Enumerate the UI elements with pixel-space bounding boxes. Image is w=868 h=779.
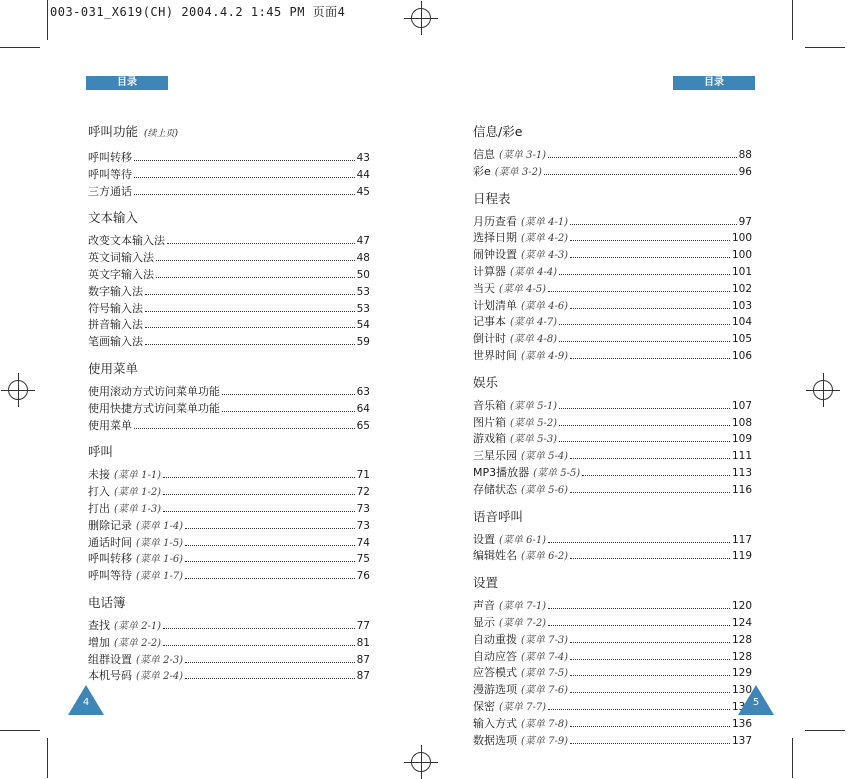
entry-menu-ref: (菜单 1-1) [114,470,162,482]
entry-page-number: 128 [731,650,752,663]
crop-mark [805,47,845,48]
entry-page-number: 73 [356,502,370,515]
toc-entry [473,649,752,666]
entry-label: 呼叫转移 [88,151,132,164]
dot-leader [222,411,355,412]
entry-menu-ref: (菜单 5-2) [510,417,558,429]
entry-page-number: 43 [356,152,370,164]
dot-leader [570,558,730,559]
toc-entry [88,233,370,250]
entry-menu-ref: (菜单 6-2) [521,551,569,563]
entry-menu-ref: (菜单 1-4) [136,520,184,532]
toc-entry [88,167,370,184]
entry-page-number: 137 [731,734,752,747]
entry-page-number: 75 [356,553,370,566]
toc-column-right [473,124,752,759]
crop-mark [805,730,845,731]
entry-menu-ref: (菜单 7-7) [499,701,547,713]
toc-entry [88,518,370,535]
toc-entry [473,147,752,164]
dot-leader [134,177,355,178]
dot-leader [570,240,730,241]
section-heading [88,210,370,225]
entry-label: 改变文本输入法 [88,234,165,248]
entry-page-number: 76 [356,570,370,583]
toc-entry [88,334,370,351]
entry-label: 存储状态 [473,482,517,496]
entry-label: 输入方式 [473,716,517,730]
entry-page-number: 64 [356,402,370,415]
entry-page-number: 100 [731,249,752,262]
toc-entry [88,467,370,484]
entry-label: 计算器 [473,264,506,278]
crop-mark [47,0,48,40]
dot-leader [559,425,730,426]
section-title: 使用菜单 [88,360,139,376]
dot-leader [570,358,730,359]
toc-entry [473,314,752,331]
entry-page-number: 48 [356,252,370,265]
dot-leader [570,692,730,693]
toc-entry [473,733,752,750]
section-title: 呼叫 [88,444,114,460]
dot-leader [570,458,730,459]
registration-mark-icon [411,8,431,28]
entry-page-number: 108 [731,416,752,429]
toc-entry [473,465,752,482]
entry-menu-ref: (菜单 2-2) [114,637,162,649]
entry-label: 音乐箱 [473,398,506,412]
registration-mark-icon [411,752,431,772]
section-title: 语音呼叫 [473,508,524,524]
toc-entry [88,401,370,418]
entry-page-number: 88 [738,149,752,161]
toc-section [473,124,752,181]
toc-entry [473,548,752,565]
section-heading [473,509,752,524]
page-number-right: 5 [752,697,760,708]
entry-label: 数字输入法 [88,284,143,298]
entry-page-number: 74 [356,536,370,549]
entry-label: 显示 [473,615,495,629]
toc-entry [473,331,752,348]
entry-label: 未接 [88,468,110,482]
entry-menu-ref: (菜单 4-3) [521,250,569,262]
dot-leader [163,477,355,478]
entry-menu-ref: (菜单 4-6) [521,300,569,312]
dot-leader [145,311,355,312]
dot-leader [548,542,730,543]
entry-page-number: 77 [356,619,370,632]
entry-label: 通话时间 [88,535,132,549]
section-heading [473,191,752,206]
entry-menu-ref: (菜单 7-4) [521,651,569,663]
entry-menu-ref: (菜单 7-6) [521,685,569,697]
toc-entry [88,652,370,669]
entry-page-number: 54 [356,319,370,332]
dot-leader [570,257,730,258]
registration-mark-icon [8,380,28,400]
toc-entry [88,551,370,568]
dot-leader [185,528,355,529]
toc-entry [473,699,752,716]
registration-mark-icon [813,380,833,400]
entry-page-number: 109 [731,433,752,446]
dot-leader [145,294,355,295]
entry-page-number: 117 [731,533,752,546]
entry-menu-ref: (菜单 5-4) [521,451,569,463]
continued-note: (续上页) [144,129,179,139]
toc-entry [473,415,752,432]
entry-page-number: 103 [731,299,752,312]
entry-page-number: 59 [356,336,370,349]
dot-leader [134,194,355,195]
entry-menu-ref: (菜单 3-1) [499,150,547,161]
dot-leader [222,394,355,395]
toc-section [88,124,370,200]
toc-entry [473,247,752,264]
toc-entry [473,448,752,465]
entry-menu-ref: (菜单 7-2) [499,617,547,629]
toc-entry [473,665,752,682]
toc-entry [88,501,370,518]
entry-page-number: 124 [731,616,752,629]
entry-label: MP3播放器 [473,465,530,479]
toc-entry [88,317,370,334]
dot-leader [167,243,355,244]
section-heading [473,124,752,139]
entry-menu-ref: (菜单 7-5) [521,668,569,680]
section-heading [88,444,370,459]
entry-menu-ref: (菜单 1-2) [114,487,162,499]
entry-page-number: 106 [731,349,752,362]
print-slug: 003-031_X619(CH) 2004.4.2 1:45 PM 页面4 [50,5,346,19]
entry-menu-ref: (菜单 5-5) [533,467,581,479]
entry-label: 编辑姓名 [473,549,517,563]
dot-leader [156,277,355,278]
entry-label: 应答模式 [473,666,517,680]
entry-label: 三星乐园 [473,449,517,463]
entry-label: 记事本 [473,315,506,329]
entry-page-number: 128 [731,633,752,646]
toc-entry [473,682,752,699]
section-title: 呼叫功能 [88,124,139,139]
toc-entry [473,615,752,632]
entry-page-number: 111 [731,450,752,463]
entry-page-number: 72 [356,486,370,499]
entry-page-number: 63 [356,385,370,398]
entry-label: 呼叫等待 [88,167,132,181]
section-heading [473,575,752,590]
entry-menu-ref: (菜单 2-1) [114,620,162,632]
entry-label: 数据选项 [473,733,517,747]
toc-entry [88,184,370,201]
dot-leader [570,492,730,493]
entry-menu-ref: (菜单 7-9) [521,735,569,747]
entry-label: 世界时间 [473,348,517,362]
entry-label: 自动重拨 [473,632,517,646]
toc-tab-left: 目录 [86,76,168,90]
crop-mark [792,0,793,40]
entry-label: 打出 [88,501,110,515]
toc-section [88,210,370,351]
toc-entry [88,418,370,435]
entry-page-number: 96 [738,165,752,178]
toc-section [88,444,370,585]
entry-label: 游戏箱 [473,432,506,446]
entry-menu-ref: (菜单 4-5) [499,283,547,295]
entry-label: 图片箱 [473,415,506,429]
dot-leader [163,628,355,629]
dot-leader [544,174,737,175]
section-heading [88,361,370,376]
entry-page-number: 65 [356,419,370,432]
dot-leader [185,561,355,562]
entry-page-number: 97 [738,215,752,228]
entry-label: 删除记录 [88,518,132,532]
entry-label: 自动应答 [473,649,517,663]
entry-page-number: 120 [731,600,752,613]
dot-leader [559,274,730,275]
toc-entry [473,164,752,181]
dot-leader [163,494,355,495]
entry-label: 呼叫转移 [88,552,132,566]
entry-menu-ref: (菜单 2-4) [136,671,184,683]
entry-menu-ref: (菜单 4-9) [521,350,569,362]
entry-page-number: 45 [356,185,370,198]
toc-entry [88,284,370,301]
dot-leader [570,675,730,676]
entry-menu-ref: (菜单 2-3) [136,654,184,666]
entry-menu-ref: (菜单 1-7) [136,571,184,583]
dot-leader [570,659,730,660]
toc-entry [473,532,752,549]
entry-label: 声音 [473,599,495,613]
entry-menu-ref: (菜单 7-3) [521,634,569,646]
toc-entry [473,716,752,733]
entry-menu-ref: (菜单 1-6) [136,554,184,566]
toc-entry [473,214,752,231]
entry-label: 拼音输入法 [88,318,143,332]
toc-entry [473,230,752,247]
toc-section [88,595,370,685]
toc-section [473,375,752,499]
dot-leader [582,475,730,476]
entry-page-number: 50 [356,268,370,281]
crop-mark [0,47,40,48]
page-number-left: 4 [82,697,90,708]
toc-entry [88,267,370,284]
entry-label: 计划清单 [473,298,517,312]
dot-leader [570,308,730,309]
crop-mark [0,730,40,731]
entry-menu-ref: (菜单 7-8) [521,718,569,730]
entry-page-number: 44 [356,168,370,181]
crop-mark [47,738,48,778]
toc-entry [88,484,370,501]
entry-page-number: 102 [731,282,752,295]
entry-label: 打入 [88,485,110,499]
dot-leader [185,662,355,663]
entry-menu-ref: (菜单 5-6) [521,484,569,496]
entry-label: 符号输入法 [88,301,143,315]
entry-menu-ref: (菜单 7-1) [499,601,547,613]
entry-page-number: 107 [731,399,752,412]
toc-entry [473,431,752,448]
entry-page-number: 116 [731,483,752,496]
section-title: 娱乐 [473,374,499,390]
entry-menu-ref: (菜单 5-3) [510,434,558,446]
toc-entry [88,301,370,318]
toc-section [473,509,752,566]
entry-page-number: 119 [731,550,752,563]
dot-leader [548,709,730,710]
entry-page-number: 73 [356,519,370,532]
entry-menu-ref: (菜单 4-8) [510,334,558,346]
dot-leader [548,625,730,626]
section-heading [473,375,752,390]
entry-page-number: 47 [356,235,370,248]
entry-page-number: 104 [731,316,752,329]
entry-label: 闹钟设置 [473,248,517,262]
toc-entry [88,535,370,552]
entry-label: 三方通话 [88,184,132,198]
entry-page-number: 100 [731,232,752,245]
toc-entry [88,150,370,167]
entry-menu-ref: (菜单 4-1) [521,216,569,228]
entry-page-number: 113 [731,466,752,479]
entry-page-number: 136 [731,717,752,730]
toc-entry [473,281,752,298]
dot-leader [134,160,355,161]
entry-label: 呼叫等待 [88,569,132,583]
entry-menu-ref: (菜单 3-2) [494,166,542,178]
toc-section [473,191,752,365]
entry-page-number: 81 [356,636,370,649]
dot-leader [134,428,355,429]
toc-entry [88,618,370,635]
entry-label: 漫游选项 [473,683,517,697]
entry-label: 英文字输入法 [88,267,154,281]
dot-leader [156,260,355,261]
toc-entry [473,598,752,615]
dot-leader [185,678,355,679]
entry-label: 月历查看 [473,214,517,228]
dot-leader [163,511,355,512]
entry-label: 本机号码 [88,669,132,683]
dot-leader [548,157,737,158]
entry-label: 倒计时 [473,332,506,346]
dot-leader [548,608,730,609]
toc-entry [473,482,752,499]
entry-label: 彩e [473,164,491,178]
crop-mark [792,738,793,778]
entry-menu-ref: (菜单 4-7) [510,317,558,329]
toc-entry [473,398,752,415]
dot-leader [559,341,730,342]
dot-leader [559,408,730,409]
entry-page-number: 53 [356,285,370,298]
dot-leader [559,441,730,442]
entry-label: 笔画输入法 [88,335,143,349]
entry-label: 信息 [473,148,495,161]
entry-label: 设置 [473,532,495,546]
entry-menu-ref: (菜单 1-3) [114,503,162,515]
entry-page-number: 87 [356,670,370,683]
section-heading [88,124,370,142]
entry-page-number: 101 [731,265,752,278]
section-title: 设置 [473,575,499,591]
toc-entry [473,264,752,281]
toc-entry [473,632,752,649]
entry-menu-ref: (菜单 4-2) [521,233,569,245]
toc-entry [88,384,370,401]
toc-entry [88,668,370,685]
toc-entry [473,348,752,365]
section-title: 电话簿 [88,594,126,610]
entry-menu-ref: (菜单 6-1) [499,534,547,546]
dot-leader [163,645,355,646]
entry-label: 使用快捷方式访问菜单功能 [88,401,220,415]
entry-label: 保密 [473,699,495,713]
entry-label: 当天 [473,281,495,295]
entry-page-number: 105 [731,333,752,346]
dot-leader [548,291,730,292]
section-title: 文本输入 [88,210,139,226]
entry-menu-ref: (菜单 4-4) [510,266,558,278]
dot-leader [570,743,730,744]
toc-entry [88,568,370,585]
entry-label: 英文词输入法 [88,251,154,265]
entry-label: 使用滚动方式访问菜单功能 [88,384,220,398]
toc-entry [473,298,752,315]
toc-entry [88,635,370,652]
dot-leader [559,324,730,325]
entry-label: 增加 [88,635,110,649]
entry-label: 组群设置 [88,652,132,666]
entry-label: 选择日期 [473,231,517,245]
toc-section [473,575,752,749]
section-title: 信息/彩e [473,124,523,139]
dot-leader [570,224,737,225]
dot-leader [570,726,730,727]
toc-section [88,361,370,434]
dot-leader [570,642,730,643]
entry-page-number: 129 [731,667,752,680]
dot-leader [185,578,355,579]
entry-page-number: 130 [731,684,752,697]
dot-leader [145,327,355,328]
toc-tab-right: 目录 [673,76,755,90]
entry-page-number: 53 [356,302,370,315]
entry-menu-ref: (菜单 5-1) [510,400,558,412]
toc-entry [88,250,370,267]
entry-label: 查找 [88,618,110,632]
dot-leader [145,344,355,345]
section-title: 日程表 [473,190,511,206]
entry-menu-ref: (菜单 1-5) [136,537,184,549]
entry-page-number: 87 [356,653,370,666]
entry-page-number: 71 [356,469,370,482]
entry-page-number: 131 [731,700,752,713]
section-heading [88,595,370,610]
dot-leader [185,545,355,546]
entry-label: 使用菜单 [88,418,132,432]
toc-column-left [88,124,370,695]
